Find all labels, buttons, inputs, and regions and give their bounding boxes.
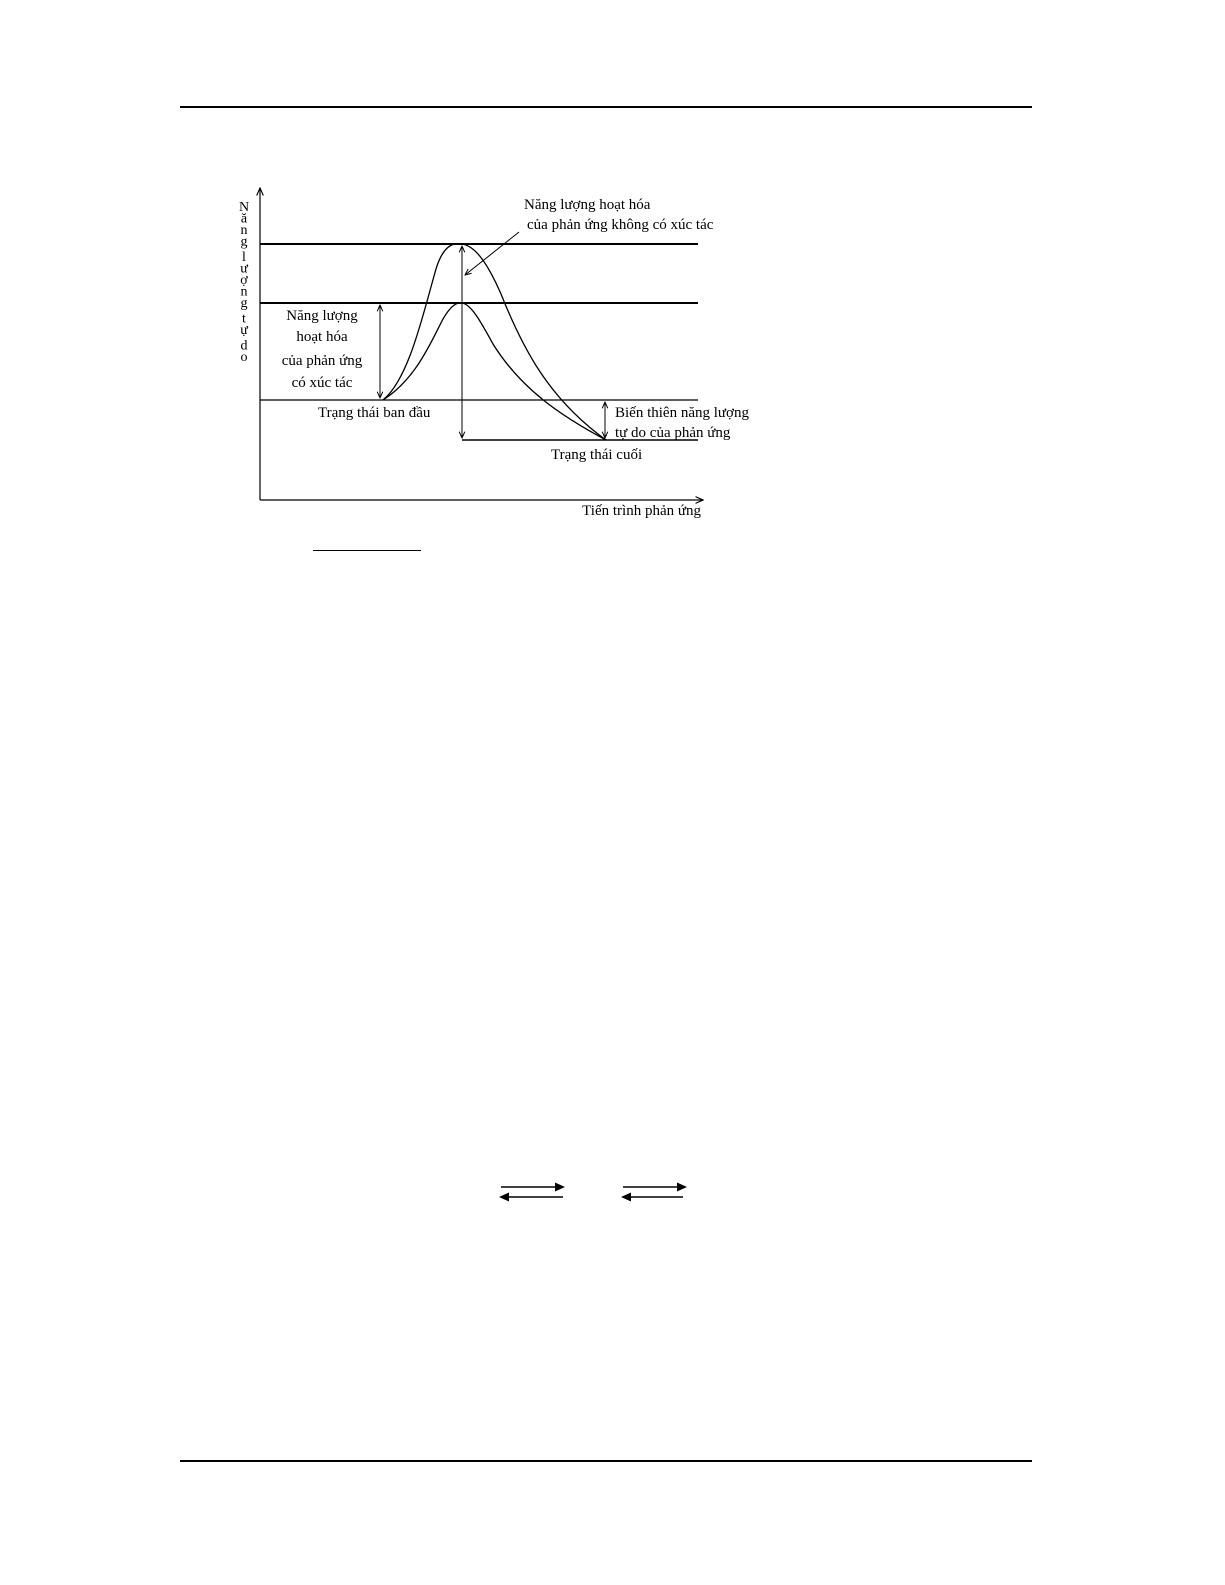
- y-axis-label-char: g: [240, 234, 248, 250]
- uncatalyzed-label-pointer: [465, 232, 519, 275]
- label-catalyzed-line4: có xúc tác: [291, 375, 353, 391]
- y-axis-label-char: ợ: [240, 273, 248, 288]
- equilibrium-arrow-2: [621, 1183, 687, 1202]
- y-axis-label-char: g: [240, 296, 248, 311]
- header-rule: [180, 106, 1032, 108]
- y-axis-label-char: ư: [240, 261, 248, 277]
- equilibrium-arrow-1: [499, 1183, 565, 1202]
- caption-underline: [313, 550, 421, 551]
- label-delta-g-line1: Biến thiên năng lượng: [615, 405, 749, 421]
- y-axis-label-char: ự: [240, 323, 248, 338]
- label-delta-g-line2: tự do của phản ứng: [615, 425, 731, 441]
- label-uncatalyzed-line2: của phản ứng không có xúc tác: [527, 217, 714, 233]
- y-axis-label-char: l: [242, 250, 246, 265]
- footer-rule: [180, 1460, 1032, 1462]
- energy-diagram-svg: [231, 184, 788, 524]
- energy-diagram: [231, 184, 788, 524]
- label-catalyzed-line2: hoạt hóa: [296, 329, 348, 345]
- y-axis-label-char: N: [238, 200, 250, 215]
- y-axis-label-char: ă: [240, 211, 248, 227]
- y-axis-label-char: n: [240, 284, 248, 300]
- y-axis-label-char: o: [240, 350, 248, 365]
- y-axis-label-char: d: [240, 338, 248, 354]
- label-catalyzed-line3: của phản ứng: [281, 353, 363, 369]
- equilibrium-arrows: [495, 1178, 695, 1206]
- y-axis-label-char: t: [242, 311, 246, 327]
- label-initial-state: Trạng thái ban đầu: [318, 405, 431, 421]
- label-uncatalyzed-line1: Năng lượng hoạt hóa: [524, 197, 651, 213]
- label-catalyzed-line1: Năng lượng: [286, 308, 358, 324]
- y-axis-label-char: n: [240, 223, 248, 238]
- x-axis-label: Tiến trình phản ứng: [582, 503, 701, 519]
- y-axis-label: [239, 200, 249, 365]
- label-final-state: Trạng thái cuối: [551, 447, 643, 463]
